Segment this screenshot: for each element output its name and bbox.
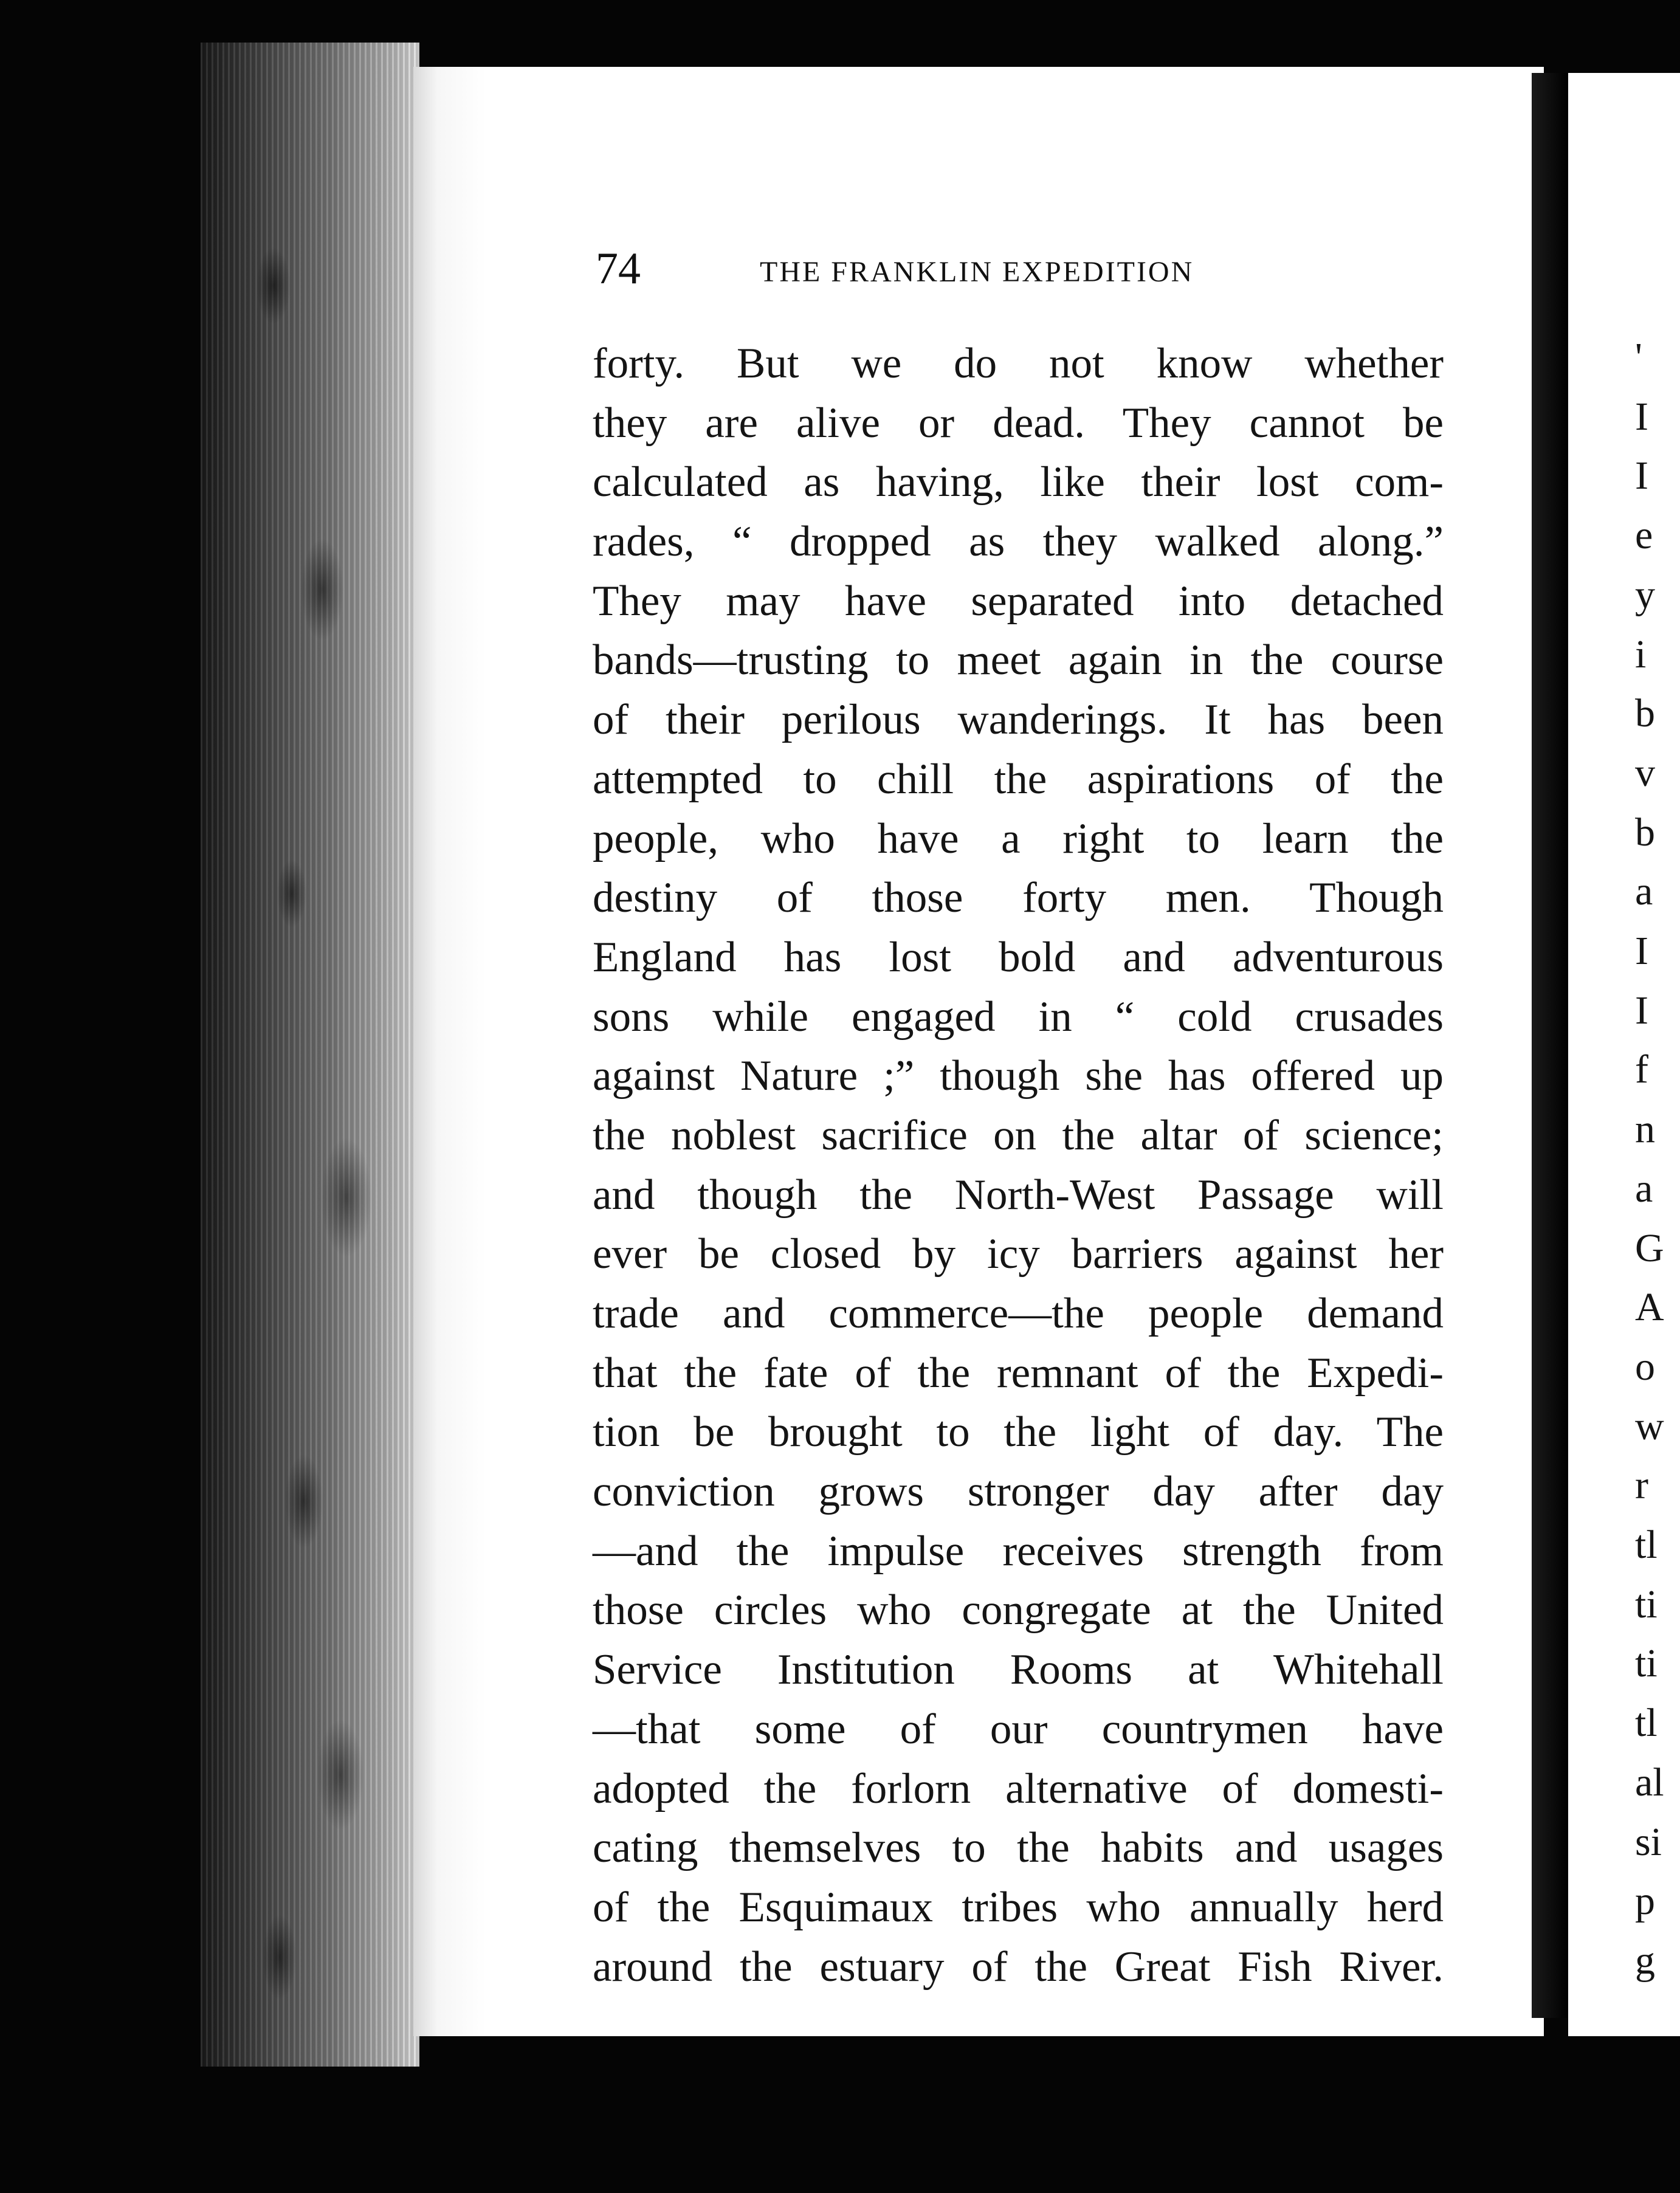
text-line: trade and commerce—the people demand bbox=[593, 1290, 1444, 1337]
page-number: 74 bbox=[596, 244, 641, 294]
facing-page-fragment: I bbox=[1635, 453, 1648, 498]
text-line: cating themselves to the habits and usages bbox=[593, 1824, 1444, 1872]
text-line: bands—trusting to meet again in the course bbox=[593, 636, 1444, 684]
facing-page-fragment: a bbox=[1635, 1166, 1653, 1211]
text-line: England has lost bold and adventurous bbox=[593, 933, 1444, 981]
facing-page-fragment: n bbox=[1635, 1107, 1655, 1152]
facing-page-fragment: r bbox=[1635, 1463, 1648, 1508]
facing-page-fragment: w bbox=[1635, 1403, 1664, 1448]
facing-page-fragment: b bbox=[1635, 691, 1655, 736]
text-line: They may have separated into detached bbox=[593, 577, 1444, 625]
facing-page-fragment: tl bbox=[1635, 1523, 1658, 1567]
text-line: they are alive or dead. They cannot be bbox=[593, 399, 1444, 447]
text-line: calculated as having, like their lost com- bbox=[593, 458, 1444, 506]
facing-page-fragment: A bbox=[1635, 1285, 1664, 1330]
text-line: of the Esquimaux tribes who annually herd bbox=[593, 1883, 1444, 1931]
page-header bbox=[596, 243, 1264, 298]
book-gutter bbox=[1532, 73, 1568, 2018]
facing-page-fragment: f bbox=[1635, 1047, 1648, 1092]
facing-page-fragment: y bbox=[1635, 572, 1655, 617]
facing-page-fragment: G bbox=[1635, 1225, 1664, 1270]
text-line: conviction grows stronger day after day bbox=[593, 1468, 1444, 1516]
facing-page-fragment: b bbox=[1635, 810, 1655, 855]
running-head: THE FRANKLIN EXPEDITION bbox=[760, 256, 1194, 288]
text-line: the noblest sacrifice on the altar of science; bbox=[593, 1111, 1444, 1159]
text-line: forty. But we do not know whether bbox=[593, 340, 1444, 387]
body-text bbox=[593, 334, 1444, 1997]
facing-page-fragment: v bbox=[1635, 750, 1655, 795]
facing-page-fragment: al bbox=[1635, 1760, 1664, 1805]
text-line: around the estuary of the Great Fish River. bbox=[593, 1943, 1444, 1991]
text-line: adopted the forlorn alternative of domesti- bbox=[593, 1764, 1444, 1813]
facing-page-fragment: i bbox=[1635, 632, 1647, 676]
facing-page-fragment: e bbox=[1635, 513, 1653, 558]
text-line: Service Institution Rooms at Whitehall bbox=[593, 1646, 1444, 1694]
facing-page-fragment: tl bbox=[1635, 1701, 1658, 1746]
text-line: attempted to chill the aspirations of the bbox=[593, 755, 1444, 803]
facing-page-fragment: ti bbox=[1635, 1582, 1658, 1627]
facing-page-fragment: si bbox=[1635, 1819, 1662, 1864]
text-line: —and the impulse receives strength from bbox=[593, 1527, 1444, 1575]
text-line: ever be closed by icy barriers against her bbox=[593, 1230, 1444, 1278]
facing-page-fragment: I bbox=[1635, 929, 1648, 973]
text-line: people, who have a right to learn the bbox=[593, 814, 1444, 862]
facing-page-fragment: I bbox=[1635, 394, 1648, 439]
facing-page-fragment: o bbox=[1635, 1344, 1655, 1389]
text-line: rades, “ dropped as they walked along.” bbox=[593, 518, 1444, 566]
text-line: against Nature ;” though she has offered up bbox=[593, 1052, 1444, 1100]
text-line: tion be brought to the light of day. The bbox=[593, 1408, 1444, 1456]
facing-page-fragment: g bbox=[1635, 1938, 1655, 1983]
text-line: that the fate of the remnant of the Expedi- bbox=[593, 1349, 1444, 1397]
text-line: destiny of those forty men. Though bbox=[593, 874, 1444, 922]
text-line: —that some of our countrymen have bbox=[593, 1705, 1444, 1753]
facing-page-fragment: ' bbox=[1635, 335, 1642, 379]
facing-page-fragment: p bbox=[1635, 1879, 1655, 1924]
facing-page-fragment: a bbox=[1635, 869, 1653, 914]
text-line: and though the North-West Passage will bbox=[593, 1171, 1444, 1219]
facing-page bbox=[1568, 73, 1680, 2036]
facing-page-fragment: I bbox=[1635, 988, 1648, 1033]
text-line: those circles who congregate at the United bbox=[593, 1586, 1444, 1634]
text-line: of their perilous wanderings. It has been bbox=[593, 696, 1444, 744]
text-line: sons while engaged in “ cold crusades bbox=[593, 993, 1444, 1041]
fore-edge-stains bbox=[201, 43, 419, 2067]
facing-page-fragment: ti bbox=[1635, 1641, 1658, 1686]
